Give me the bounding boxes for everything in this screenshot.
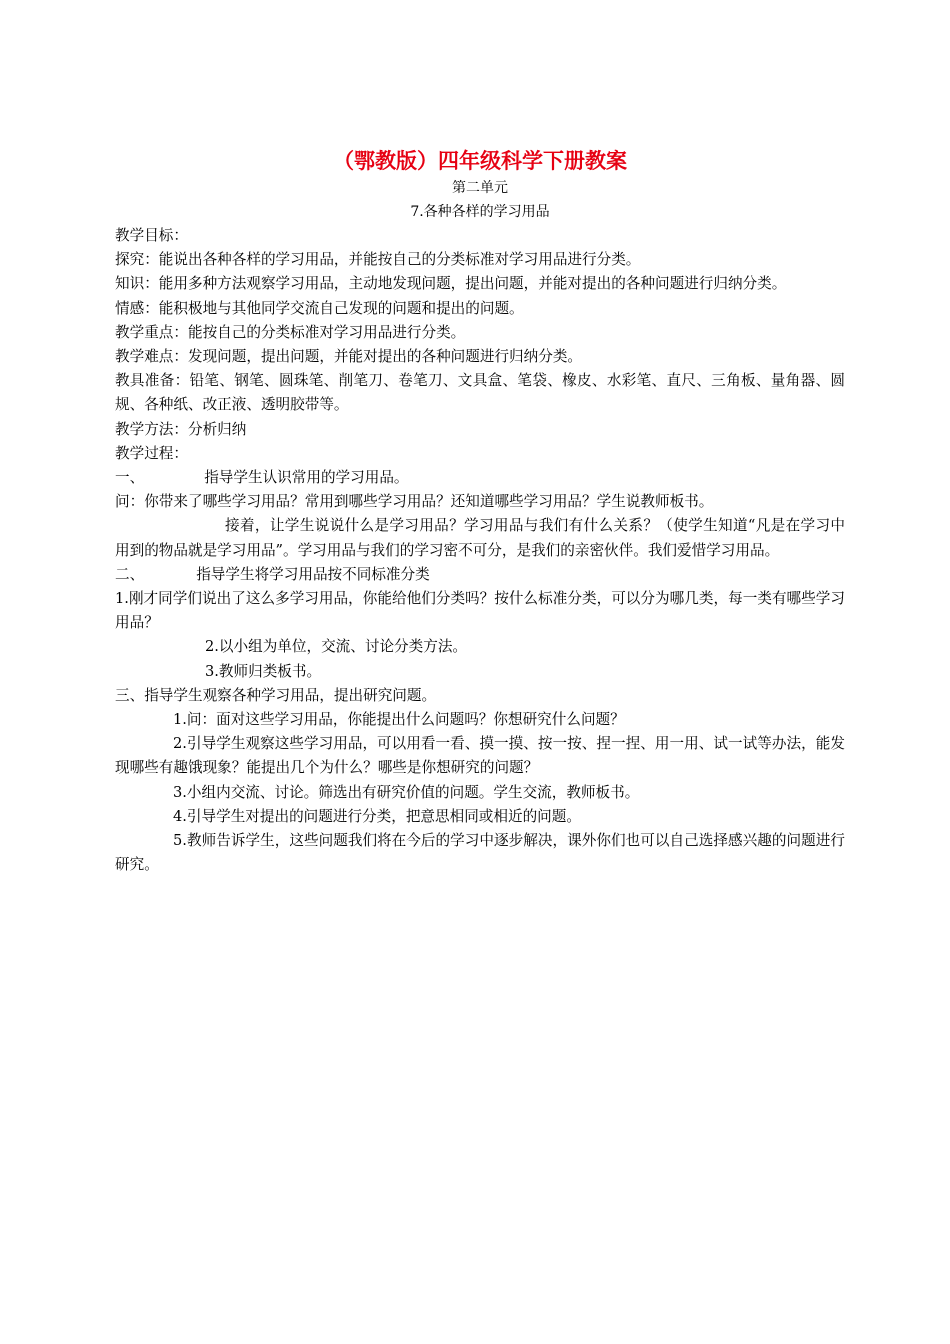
materials: 教具准备：铅笔、钢笔、圆珠笔、削笔刀、卷笔刀、文具盒、笔袋、橡皮、水彩笔、直尺、三角板、量角器、圆规、各种纸、改正液、透明胶带等。: [115, 372, 845, 414]
goal-explore: 探究：能说出各种各样的学习用品，并能按自己的分类标准对学习用品进行分类。: [115, 251, 641, 269]
section-1-next: 接着，让学生说说什么是学习用品？学习用品与我们有什么关系？（使学生知道“凡是在学习中用到的物品就是学习用品”。学习用品与我们的学习密不可分，是我们的亲密伙伴。我们爱惜学习用品。: [115, 517, 845, 559]
section-3-item-3: 3.小组内交流、讨论。筛选出有研究价值的问题。学生交流，教师板书。: [173, 783, 640, 801]
document-title: （鄂教版）四年级科学下册教案: [333, 149, 627, 173]
section-2-item-3: 3.教师归类板书。: [205, 662, 322, 680]
goals-heading: 教学目标：: [115, 227, 188, 244]
lesson-title: 7.各种各样的学习用品: [410, 204, 550, 220]
section-1-question: 问：你带来了哪些学习用品？常用到哪些学习用品？还知道哪些学习用品？学生说教师板书。: [115, 493, 714, 511]
section-1-heading: [115, 466, 845, 490]
section-2-item-1: 1.刚才同学们说出了这么多学习用品，你能给他们分类吗？按什么标准分类，可以分为哪几类，每一类有哪些学习用品？: [115, 590, 845, 632]
section-2-text: 指导学生将学习用品按不同标准分类: [196, 565, 430, 583]
section-3-item-4: 4.引导学生对提出的问题进行分类，把意思相同或相近的问题。: [173, 807, 581, 825]
section-1-number: 一、: [115, 469, 145, 487]
section-3-heading: 三、指导学生观察各种学习用品，提出研究问题。: [115, 686, 437, 704]
goal-emotion: 情感：能积极地与其他同学交流自己发现的问题和提出的问题。: [115, 299, 524, 317]
section-3-item-5: 5.教师告诉学生，这些问题我们将在今后的学习中逐步解决，课外你们也可以自己选择感兴趣的问题进行研究。: [115, 832, 845, 874]
document-page: [115, 146, 845, 877]
section-3-item-1: 1.问：面对这些学习用品，你能提出什么问题吗？你想研究什么问题？: [173, 711, 625, 729]
difficulty: 教学难点：发现问题，提出问题，并能对提出的各种问题进行归纳分类。: [115, 348, 583, 366]
unit-label: 第二单元: [452, 180, 508, 196]
section-3-item-2: 2.引导学生观察这些学习用品，可以用看一看、摸一摸、按一按、捏一捏、用一用、试一试等办法，能发现哪些有趣饿现象？能提出几个为什么？哪些是你想研究的问题？: [115, 735, 845, 777]
method: 教学方法：分析归纳: [115, 420, 247, 438]
section-2-heading: [115, 563, 845, 587]
process-heading: 教学过程：: [115, 444, 188, 462]
key-point: 教学重点：能按自己的分类标准对学习用品进行分类。: [115, 323, 466, 341]
goal-knowledge: 知识：能用多种方法观察学习用品，主动地发现问题，提出问题，并能对提出的各种问题进行归纳分类。: [115, 275, 787, 293]
section-2-number: 二、: [115, 565, 145, 583]
section-1-text: 指导学生认识常用的学习用品。: [204, 469, 409, 487]
section-2-item-2: 2.以小组为单位，交流、讨论分类方法。: [205, 638, 468, 656]
